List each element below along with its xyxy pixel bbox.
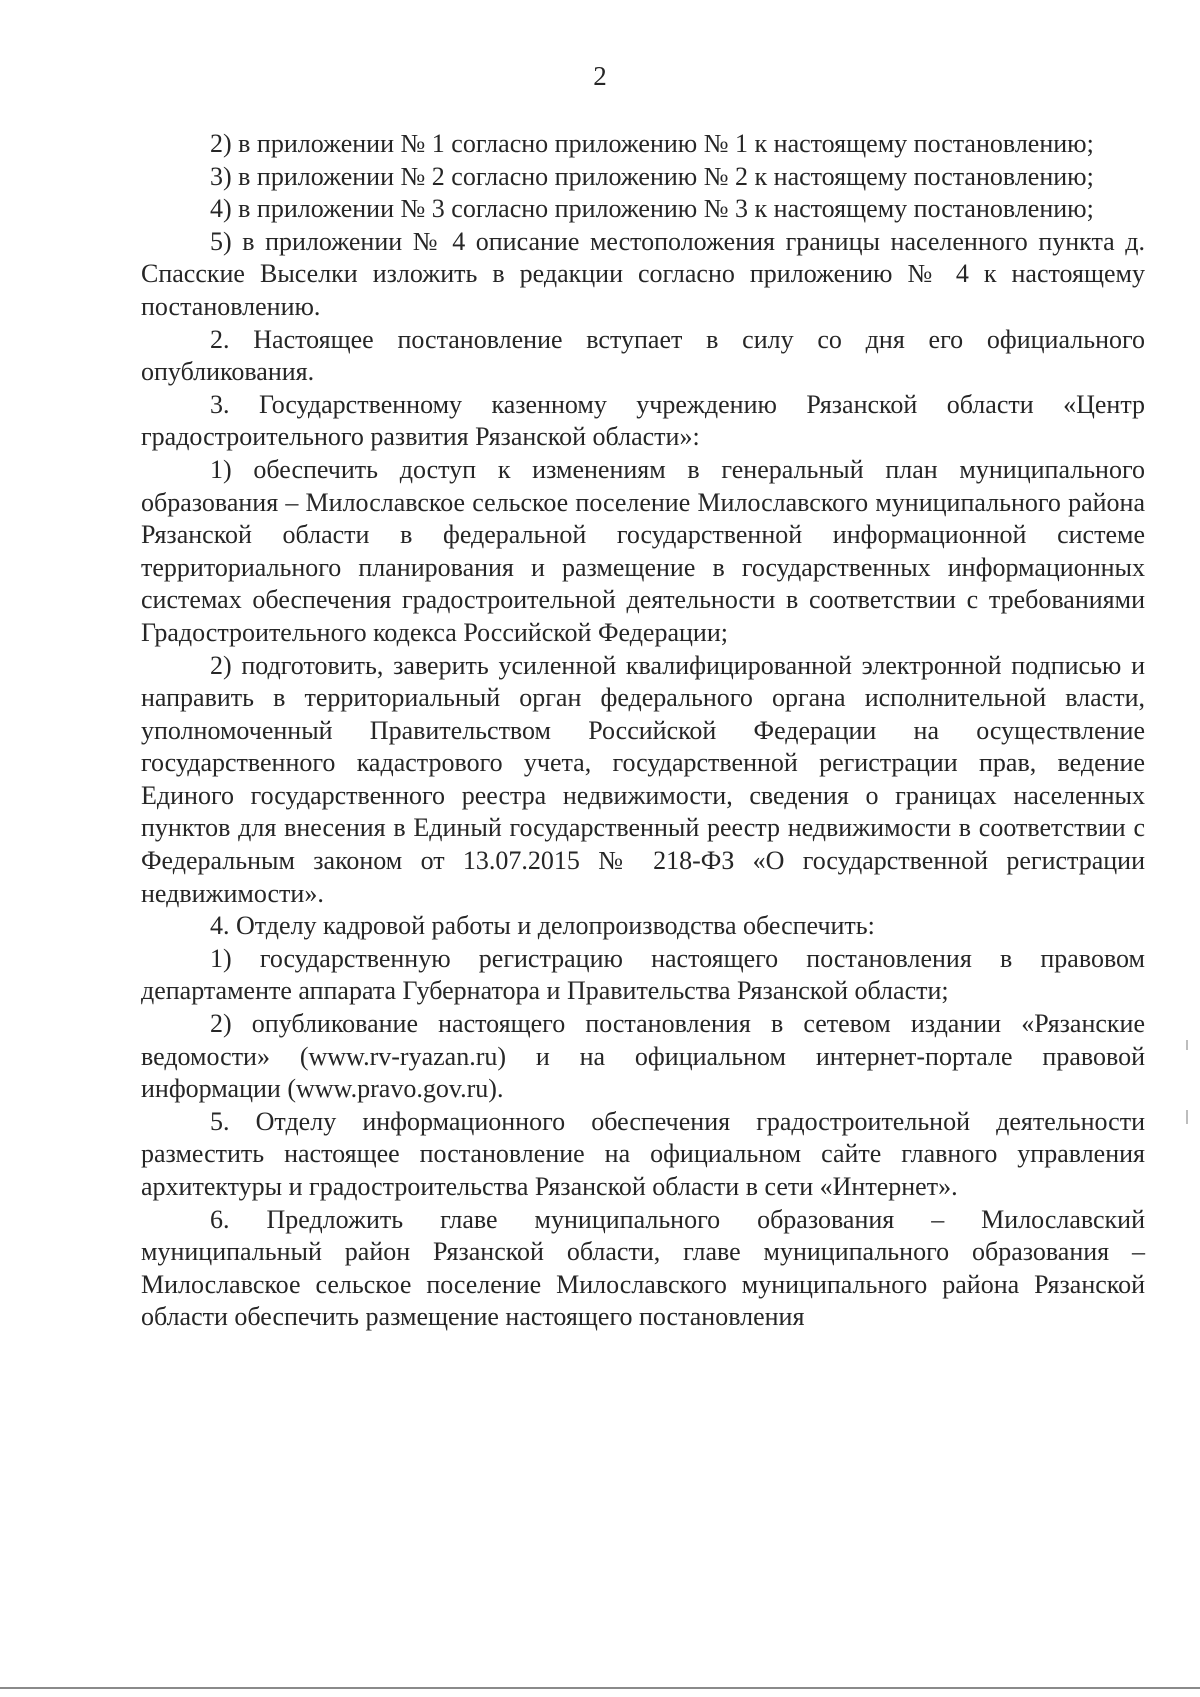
paragraph-item-2-appendix-1: 2) в приложении № 1 согласно приложению № 1 к настоящему постановлению; [210,129,1094,158]
paragraph-5-information-department: 5. Отделу информационного обеспечения градостроительной деятельности разместить настоящее постановление на официальном сайте главного управления архитектуры и градостроительства Рязанской области в сети «Интернет». [141,1106,1145,1201]
paragraph-item-3-appendix-2: 3) в приложении № 2 согласно приложению № 2 к настоящему постановлению; [210,161,1094,191]
paragraph-item-4-appendix-3: 4) в приложении № 3 согласно приложению № 3 к настоящему постановлению; [210,194,1094,224]
paragraph-4-1-registration: 1) государственную регистрацию настоящего постановления в правовом департаменте аппарата Губернатора и Правительства Рязанской области; [141,943,1145,1006]
scan-bottom-edge [0,1687,1200,1689]
paragraph-6-propose-to-heads: 6. Предложить главе муниципального образования – Милославский муниципальный район Рязанской области, главе муниципального образования – Милославское сельское поселение Милославского муниципального района Рязанской области обеспечить размещение настоящего постановления [141,1204,1145,1332]
paragraph-4-records-department: 4. Отделу кадровой работы и делопроизводства обеспечить: [210,911,875,941]
paragraph-3-2-prepare-and-send: 2) подготовить, заверить усиленной квалифицированной электронной подписью и направить в территориальный орган федерального органа исполнительной власти, уполномоченный Правительством Российской Федерации на осуществление государственного кадастрового учета, государственной регистрации прав, ведение Единого государственного реестра недвижимости, сведения о границах населенных пунктов для внесения в Единый государственный реестр недвижимости в соответствии с Федеральным законом от 13.07.2015 № 218-ФЗ «О государственной регистрации недвижимости». [141,650,1145,908]
paragraph-item-5-appendix-4: 5) в приложении № 4 описание местоположения границы населенного пункта д. Спасские Выселки изложить в редакции согласно приложению № 4 к настоящему постановлению. [141,226,1145,321]
paragraph-3-state-institution: 3. Государственному казенному учреждению Рязанской области «Центр градостроительного развития Рязанской области»: [141,389,1145,452]
scan-edge-mark [1186,1110,1188,1124]
paragraph-2-effective-date: 2. Настоящее постановление вступает в силу со дня его официального опубликования. [141,324,1145,387]
paragraph-3-1-provide-access: 1) обеспечить доступ к изменениям в генеральный план муниципального образования – Милославское сельское поселение Милославского муниципального района Рязанской области в федеральной государственной информационной системе территориального планирования и размещение в государственных информационных системах обеспечения градостроительной деятельности в соответствии с требованиями Градостроительного кодекса Российской Федерации; [141,454,1145,647]
paragraph-4-2-publication: 2) опубликование настоящего постановления в сетевом издании «Рязанские ведомости» (www.rv-ryazan.ru) и на официальном интернет-портале правовой информации (www.pravo.gov.ru). [141,1009,1145,1104]
document-body [141,128,1145,1334]
scan-edge-mark [1186,1040,1188,1050]
page-number: 2 [593,61,607,91]
